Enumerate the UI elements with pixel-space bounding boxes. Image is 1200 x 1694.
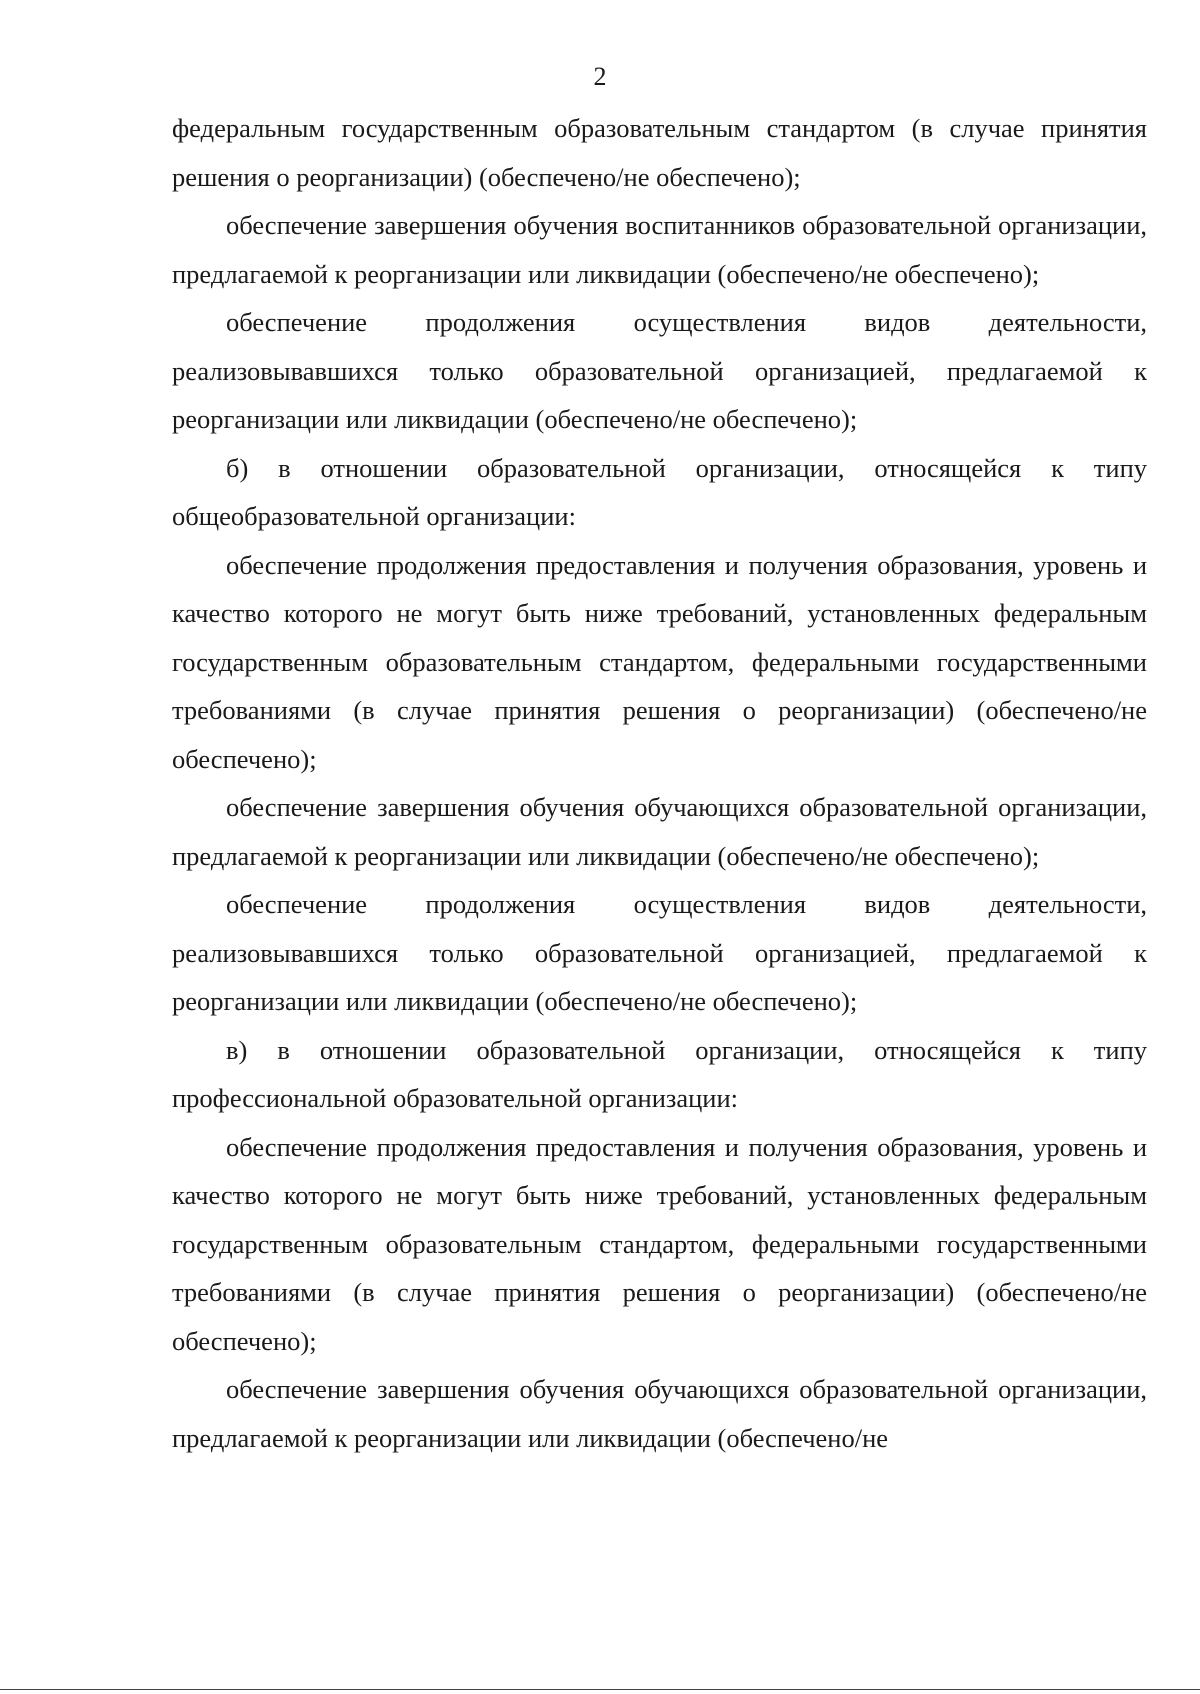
page-number: 2	[593, 62, 607, 91]
paragraph: обеспечение завершения обучения обучающихся образовательной организации, предлагаемой к реорганизации или ликвидации (обеспечено/не обеспечено);	[172, 792, 1147, 871]
paragraph: б) в отношении образовательной организации, относящейся к типу общеобразовательной организации:	[172, 452, 1147, 531]
paragraph: обеспечение продолжения предоставления и получения образования, уровень и качество которого не могут быть ниже требований, установленных федеральным государственным образовательным стандартом, федеральными государственными требованиями (в случае принятия решения о реорганизации) (обеспечено/не обеспечено);	[172, 1131, 1147, 1356]
document-body	[172, 104, 1147, 1462]
paragraph: обеспечение продолжения предоставления и получения образования, уровень и качество которого не могут быть ниже требований, установленных федеральным государственным образовательным стандартом, федеральными государственными требованиями (в случае принятия решения о реорганизации) (обеспечено/не обеспечено);	[172, 549, 1147, 774]
page-bottom-rule	[0, 1689, 1200, 1690]
paragraph: обеспечение продолжения осуществления видов деятельности, реализовывавшихся только образовательной организацией, предлагаемой к реорганизации или ликвидации (обеспечено/не обеспечено);	[172, 307, 1147, 434]
paragraph: обеспечение завершения обучения обучающихся образовательной организации, предлагаемой к реорганизации или ликвидации (обеспечено/не	[172, 1374, 1147, 1453]
paragraph: обеспечение продолжения осуществления видов деятельности, реализовывавшихся только образовательной организацией, предлагаемой к реорганизации или ликвидации (обеспечено/не обеспечено);	[172, 889, 1147, 1016]
paragraph: федеральным государственным образовательным стандартом (в случае принятия решения о реорганизации) (обеспечено/не обеспечено);	[172, 113, 1147, 192]
paragraph: в) в отношении образовательной организации, относящейся к типу профессиональной образовательной организации:	[172, 1034, 1147, 1113]
paragraph: обеспечение завершения обучения воспитанников образовательной организации, предлагаемой к реорганизации или ликвидации (обеспечено/не обеспечено);	[172, 210, 1147, 289]
